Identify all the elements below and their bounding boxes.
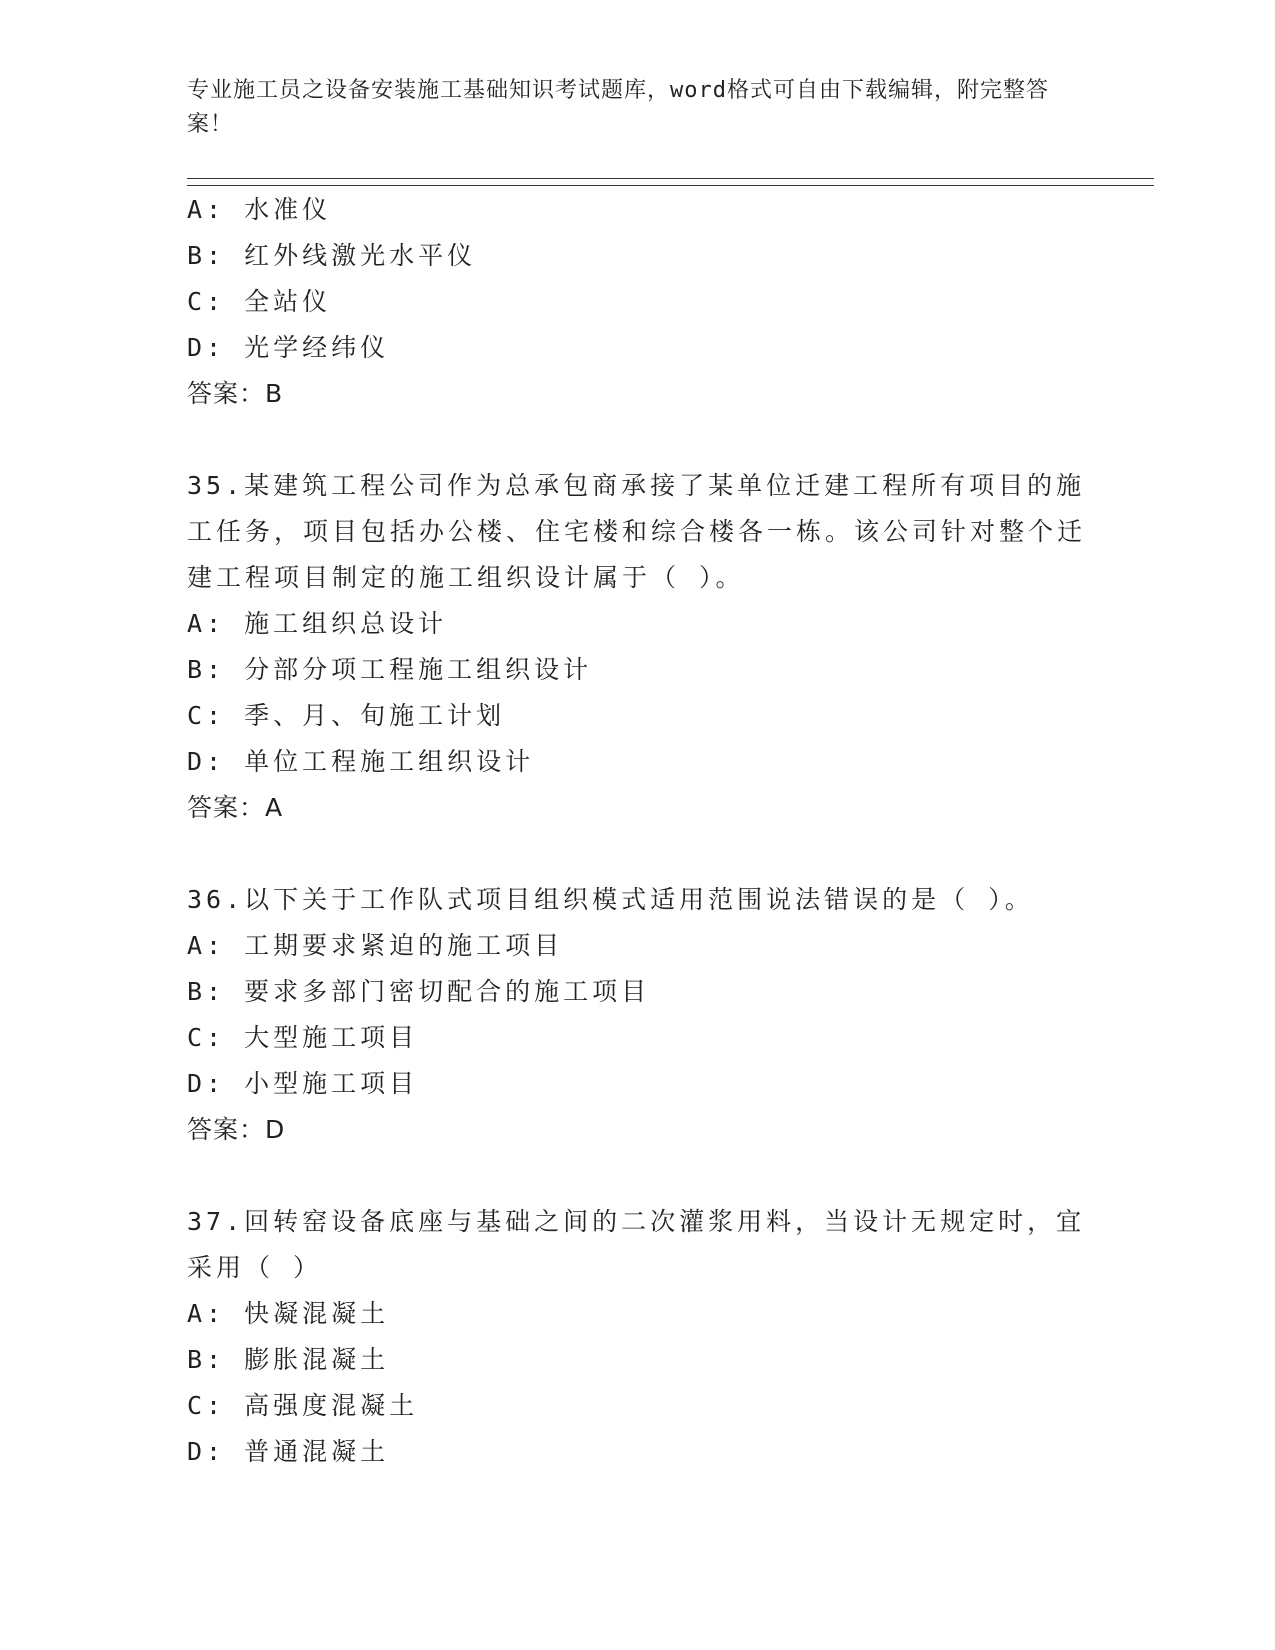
spacer bbox=[187, 831, 1087, 877]
option-d: D: 普通混凝土 bbox=[187, 1437, 390, 1466]
question-text: 36.以下关于工作队式项目组织模式适用范围说法错误的是（ ）。 bbox=[187, 885, 1034, 914]
previous-question-options bbox=[187, 187, 1087, 417]
option-c: C: 大型施工项目 bbox=[187, 1023, 419, 1052]
answer-line: 答案：A bbox=[187, 793, 284, 822]
option-b: B: 膨胀混凝土 bbox=[187, 1345, 390, 1374]
option-d: D: 单位工程施工组织设计 bbox=[187, 747, 535, 776]
answer-line: 答案：D bbox=[187, 1115, 286, 1144]
option-b: B: 分部分项工程施工组织设计 bbox=[187, 655, 593, 684]
question-36 bbox=[187, 877, 1087, 1153]
option-d: D: 小型施工项目 bbox=[187, 1069, 419, 1098]
answer-line: 答案：B bbox=[187, 379, 284, 408]
question-text: 35.某建筑工程公司作为总承包商承接了某单位迁建工程所有项目的施工任务，项目包括办公楼、住宅楼和综合楼各一栋。该公司针对整个迁建工程项目制定的施工组织设计属于（ ）。 bbox=[187, 471, 1087, 592]
page-header: 专业施工员之设备安装施工基础知识考试题库，word格式可自由下载编辑，附完整答案！ bbox=[187, 78, 1049, 137]
option-b: B: 红外线激光水平仪 bbox=[187, 241, 477, 270]
question-content bbox=[187, 187, 1087, 1475]
spacer bbox=[187, 1153, 1087, 1199]
option-c: C: 高强度混凝土 bbox=[187, 1391, 419, 1420]
option-b: B: 要求多部门密切配合的施工项目 bbox=[187, 977, 651, 1006]
question-35 bbox=[187, 463, 1087, 831]
option-a: A: 水准仪 bbox=[187, 195, 332, 224]
option-a: A: 快凝混凝土 bbox=[187, 1299, 390, 1328]
option-c: C: 全站仪 bbox=[187, 287, 332, 316]
spacer bbox=[187, 417, 1087, 463]
option-c: C: 季、月、旬施工计划 bbox=[187, 701, 506, 730]
option-a: A: 施工组织总设计 bbox=[187, 609, 448, 638]
option-a: A: 工期要求紧迫的施工项目 bbox=[187, 931, 564, 960]
question-text: 37.回转窑设备底座与基础之间的二次灌浆用料，当设计无规定时，宜采用（ ） bbox=[187, 1207, 1086, 1282]
question-37 bbox=[187, 1199, 1087, 1475]
header-divider bbox=[187, 178, 1154, 186]
option-d: D: 光学经纬仪 bbox=[187, 333, 390, 362]
